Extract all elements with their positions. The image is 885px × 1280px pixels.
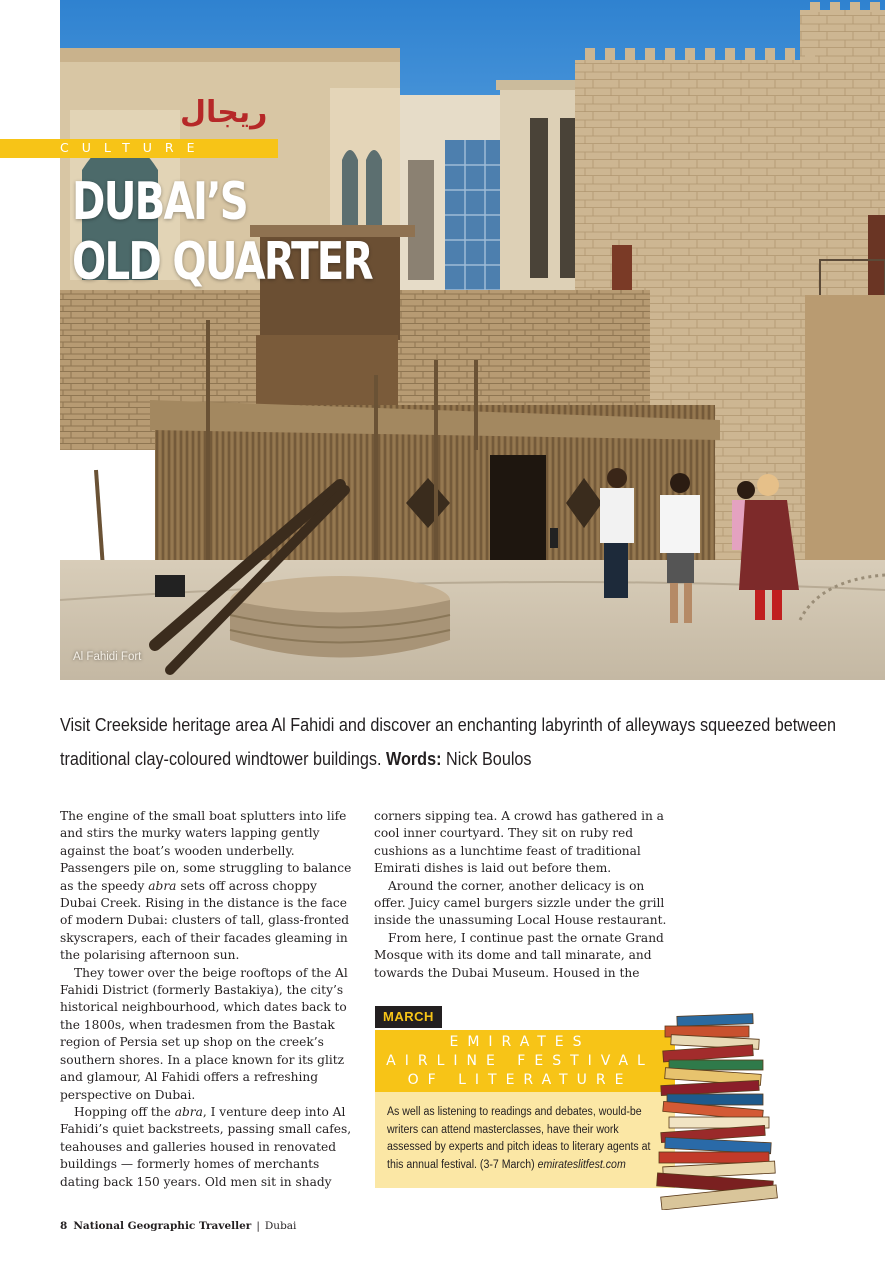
sidebar-url: emirateslitfest.com bbox=[537, 1158, 626, 1171]
footer-separator: | bbox=[256, 1220, 260, 1232]
section-label: CULTURE bbox=[60, 140, 208, 155]
body-paragraph: They tower over the beige rooftops of the Al Fahidi District (formerly Bastakiya), the city’s historical neighbourhood, which dates back to the 1800s, when tradesmen from the Bastak region of Persia set up shop on the creek’s southern shores. In a place known for its glitz and glamour, Al Fahidi offers a refreshing perspective on Dubai. bbox=[60, 965, 348, 1102]
hero-photo bbox=[60, 0, 885, 680]
standfirst bbox=[60, 708, 861, 776]
body-column-1 bbox=[60, 808, 354, 1191]
text-run: sets off across choppy Dubai Creek. Rising in the distance is the face of modern Dubai: clusters of tall, glass-fronted skyscrapers, each of their facades gleaming in the polarising afternoon sun. bbox=[60, 878, 350, 963]
title-line-2: OLD QUARTER bbox=[72, 232, 372, 292]
photo-caption: Al Fahidi Fort bbox=[73, 651, 142, 663]
byline-name: Nick Boulos bbox=[446, 749, 532, 769]
sidebar-body-text: As well as listening to readings and debates, would-be writers can attend masterclasses, have their work assessed by experts and pitch ideas to literary agents at this annual festival. bbox=[387, 1106, 651, 1171]
sidebar-title-line: OF LITERATURE bbox=[407, 1072, 633, 1088]
sidebar-body bbox=[387, 1104, 654, 1174]
body-paragraph bbox=[60, 808, 354, 965]
sidebar-title-line: EMIRATES bbox=[449, 1034, 591, 1050]
mall-sign: ريجال bbox=[180, 95, 268, 130]
body-paragraph bbox=[60, 1104, 354, 1191]
text-run: The engine of the small boat splutters into life and stirs the murky waters lapping gently against the boat’s wooden underbelly. Passengers pile on, some struggling to balance as the speedy bbox=[60, 809, 352, 893]
byline-label: Words: bbox=[385, 749, 442, 769]
sidebar-title-line: AIRLINE FESTIVAL bbox=[386, 1053, 654, 1069]
body-paragraph: corners sipping tea. A crowd has gathered in a cool inner courtyard. They sit on ruby red cushions as a lunchtime feast of traditional Emirati dishes is laid out before them. bbox=[374, 809, 664, 876]
page-footer bbox=[60, 1220, 296, 1232]
body-paragraph: From here, I continue past the ornate Grand Mosque with its dome and tall minarate, and towards the Dubai Museum. Housed in the bbox=[374, 930, 664, 980]
month-tag: MARCH bbox=[375, 1006, 442, 1028]
sidebar-dates: (3-7 March) bbox=[479, 1158, 535, 1171]
edition-name: Dubai bbox=[264, 1220, 297, 1232]
book-stack-image bbox=[655, 1010, 785, 1210]
text-run: Hopping off the bbox=[74, 1104, 175, 1119]
italic-term: abra bbox=[174, 1104, 203, 1119]
page-title bbox=[72, 172, 372, 292]
sidebar-title bbox=[375, 1033, 665, 1090]
body-paragraph: Around the corner, another delicacy is on offer. Juicy camel burgers sizzle under the grill inside the unassuming Local House restaurant. bbox=[374, 878, 667, 928]
italic-term: abra bbox=[148, 878, 177, 893]
text-run: , I venture deep into Al Fahidi’s quiet backstreets, passing small cafes, teahouses and galleries housed in renovated buildings — formerly homes of merchants dating back 150 years. Old men sit in shady bbox=[60, 1104, 352, 1189]
title-line-1: DUBAI’S bbox=[72, 172, 248, 232]
body-column-2 bbox=[374, 808, 674, 982]
magazine-name: National Geographic Traveller bbox=[73, 1220, 252, 1232]
standfirst-text: Visit Creekside heritage area Al Fahidi and discover an enchanting labyrinth of alleyways squeezed between traditional clay-coloured windtower buildings. bbox=[60, 715, 836, 769]
page-number: 8 bbox=[60, 1220, 68, 1232]
